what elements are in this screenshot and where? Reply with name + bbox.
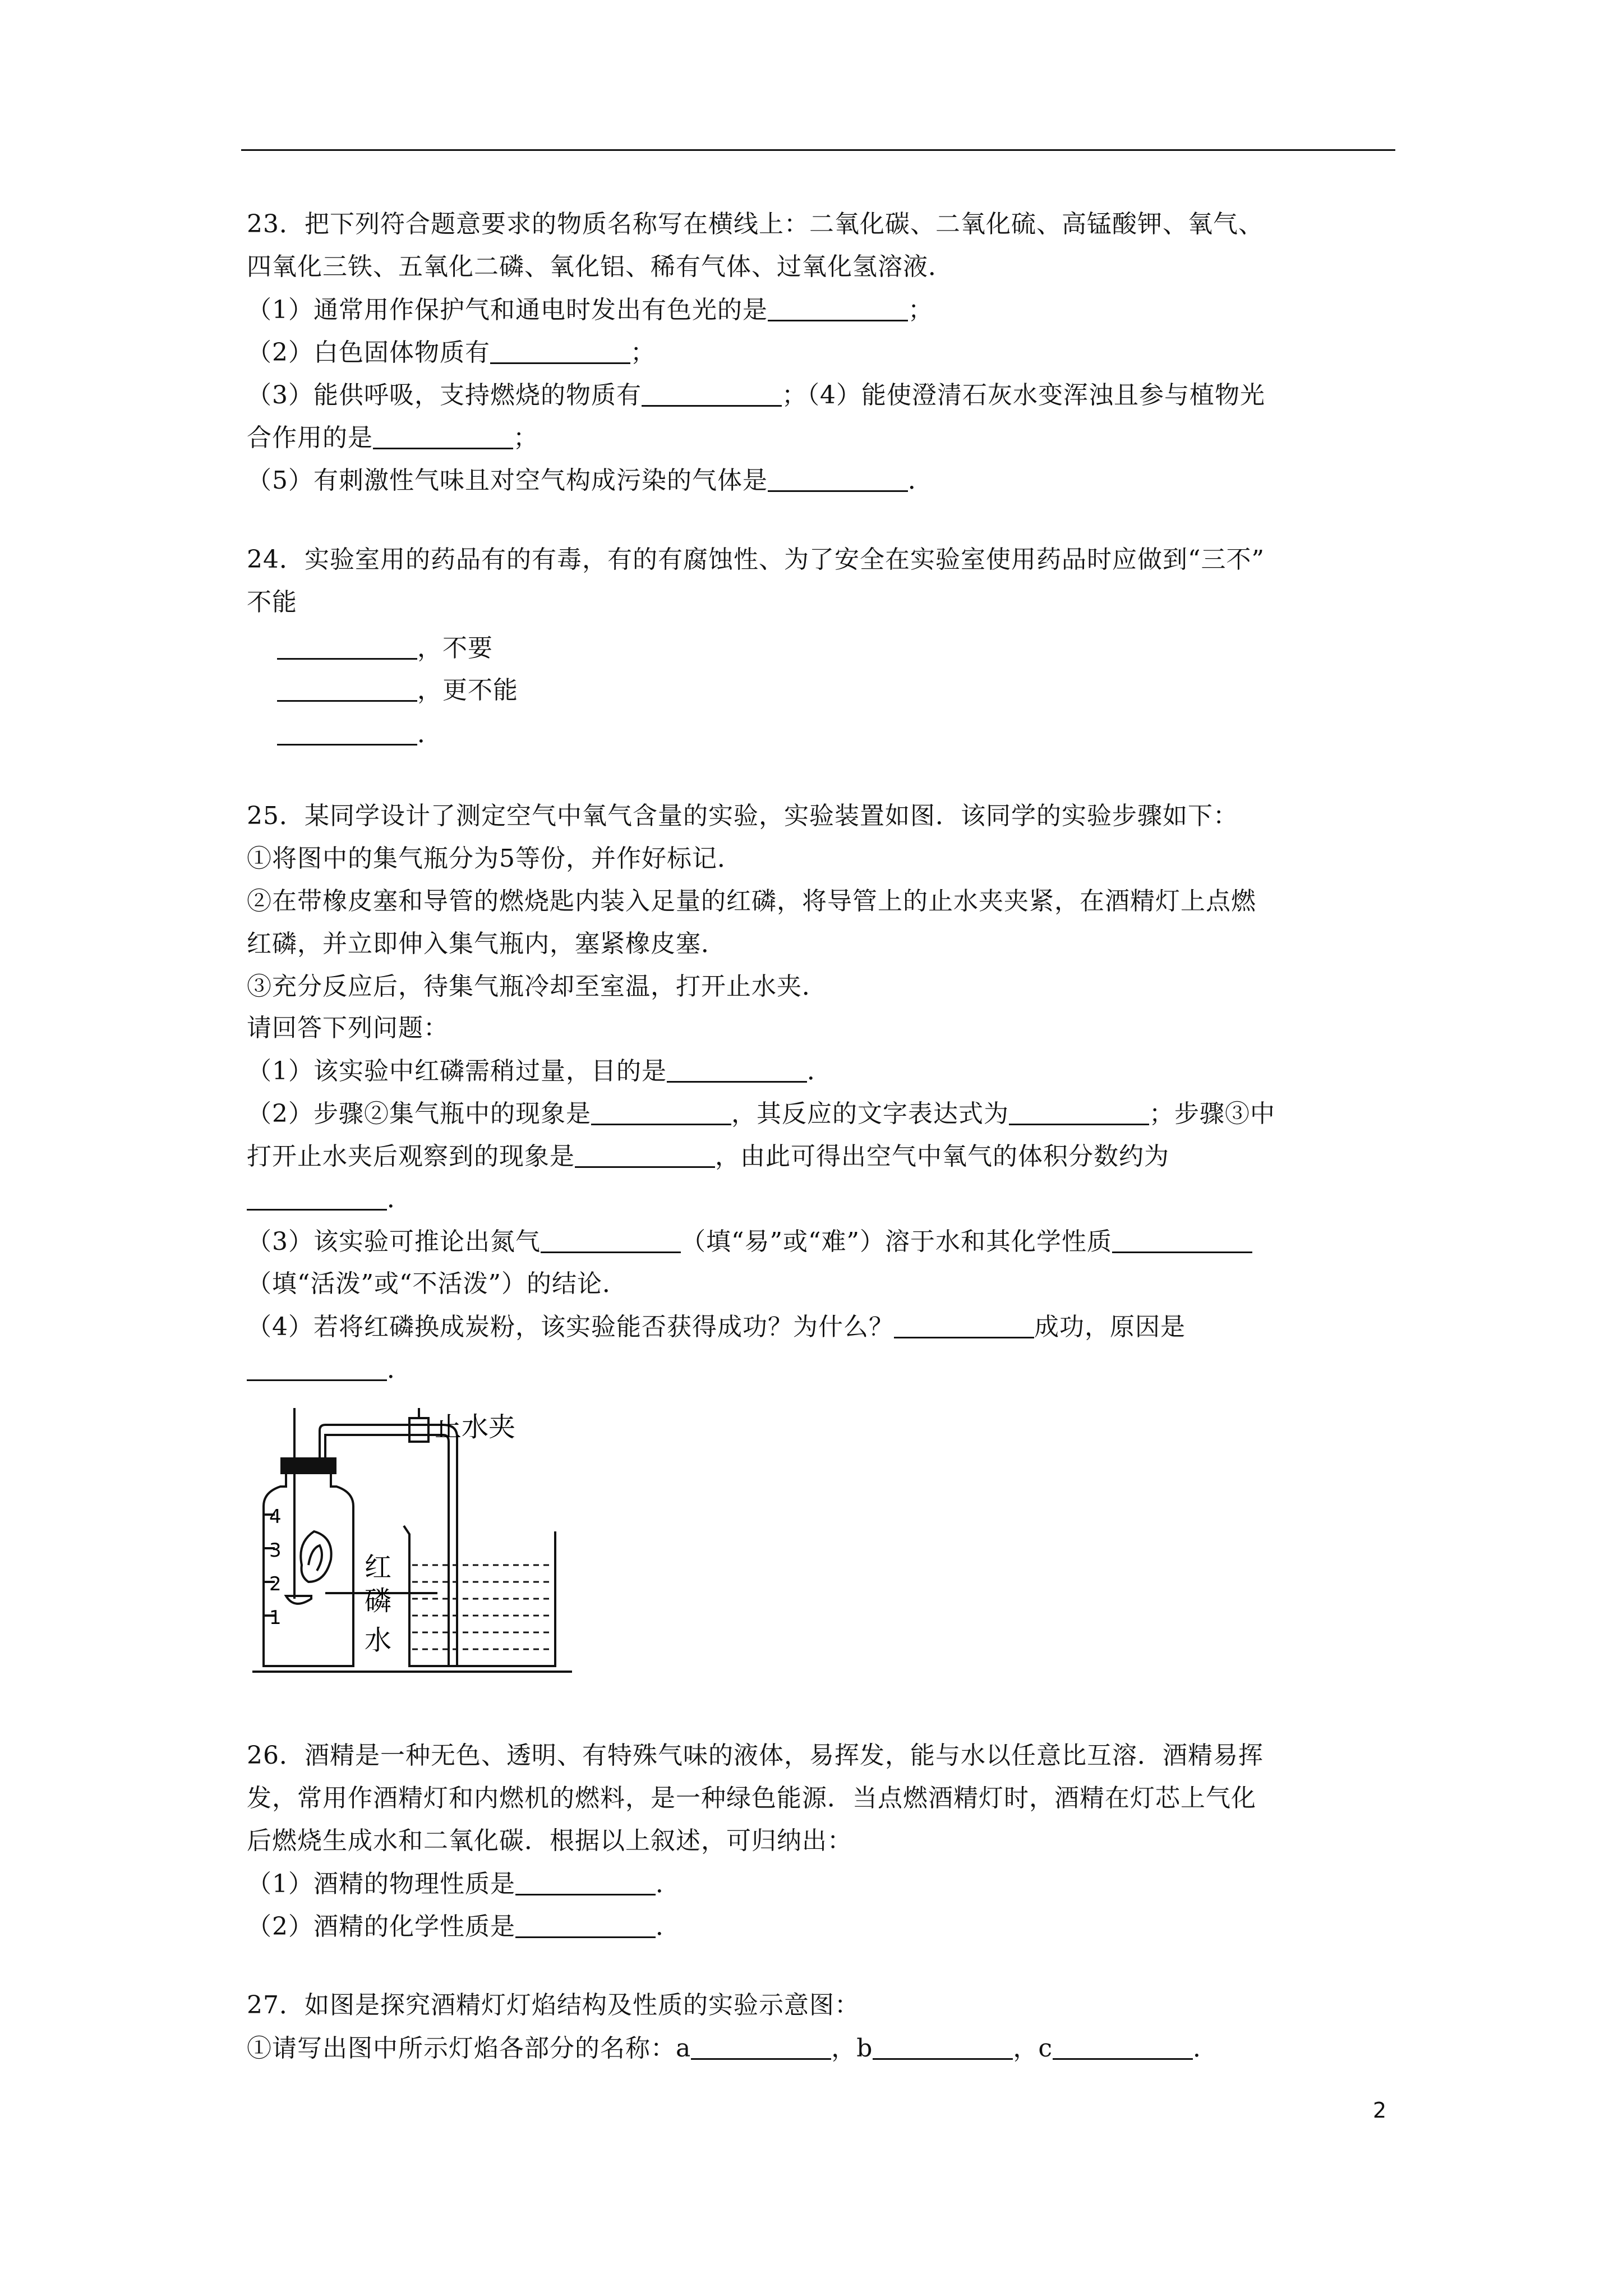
water-surface bbox=[412, 1565, 552, 1649]
q25-part-4a: （4）若将红磷换成炭粉，该实验能否获得成功？为什么？ 成功，原因是 bbox=[247, 1310, 1396, 1344]
answer-blank[interactable] bbox=[490, 335, 630, 364]
q25-step-2a: ②在带橡皮塞和导管的燃烧匙内装入足量的红磷，将导管上的止水夹夹紧，在酒精灯上点燃 bbox=[247, 887, 1256, 915]
q25-part-4b: ． bbox=[247, 1352, 1396, 1387]
header-rule bbox=[241, 149, 1395, 151]
answer-blank[interactable] bbox=[515, 1867, 656, 1895]
volume-mark-4: 4 bbox=[269, 1506, 282, 1528]
q25-part-2a: （2）步骤②集气瓶中的现象是 ，其反应的文字表达式为 ；步骤③中 bbox=[247, 1097, 1396, 1131]
q27-stem: 27．如图是探究酒精灯灯焰结构及性质的实验示意图： bbox=[247, 1991, 860, 2019]
answer-blank[interactable] bbox=[247, 1182, 387, 1211]
q25-ask: 请回答下列问题： bbox=[247, 1014, 449, 1042]
q24-line-1: ，不要 bbox=[277, 631, 1427, 665]
q25-step-3: ③充分反应后，待集气瓶冷却至室温，打开止水夹． bbox=[247, 972, 827, 1001]
answer-blank[interactable] bbox=[575, 1139, 715, 1168]
answer-blank[interactable] bbox=[873, 2031, 1013, 2060]
volume-mark-2: 2 bbox=[269, 1573, 282, 1595]
q25-part-3b: （填“活泼”或“不活泼”）的结论． bbox=[247, 1269, 628, 1298]
q27-part-1: ①请写出图中所示灯焰各部分的名称：a ，b ，c ． bbox=[247, 2031, 1396, 2065]
q24-line-3: ． bbox=[277, 717, 1427, 751]
volume-mark-1: 1 bbox=[269, 1607, 282, 1629]
phosphorus-label-1: 红 bbox=[365, 1552, 392, 1583]
answer-blank[interactable] bbox=[667, 1054, 807, 1083]
q26-stem-line-1: 26．酒精是一种无色、透明、有特殊气味的液体，易挥发，能与水以任意比互溶．酒精易挥 bbox=[247, 1741, 1264, 1770]
answer-blank[interactable] bbox=[591, 1097, 731, 1125]
q25-part-3a: （3）该实验可推论出氮气 （填“易”或“难”）溶于水和其化学性质 bbox=[247, 1225, 1396, 1259]
answer-blank[interactable] bbox=[768, 293, 908, 321]
q25-stem: 25．某同学设计了测定空气中氧气含量的实验，实验装置如图．该同学的实验步骤如下： bbox=[247, 802, 1238, 830]
q25-part-2c: ． bbox=[247, 1182, 1396, 1216]
answer-blank[interactable] bbox=[247, 1352, 387, 1381]
q26-stem-line-2: 发，常用作酒精灯和内燃机的燃料，是一种绿色能源．当点燃酒精灯时，酒精在灯芯上气化 bbox=[247, 1784, 1256, 1812]
q23-stem-line-1: 23．把下列符合题意要求的物质名称写在横线上：二氧化碳、二氧化硫、高锰酸钾、氧气、 bbox=[247, 210, 1264, 238]
answer-blank[interactable] bbox=[691, 2031, 831, 2060]
q25-step-1: ①将图中的集气瓶分为5等份，并作好标记． bbox=[247, 844, 743, 873]
q23-part-1: （1）通常用作保护气和通电时发出有色光的是 ； bbox=[247, 293, 1396, 327]
answer-blank[interactable] bbox=[1053, 2031, 1193, 2060]
volume-mark-3: 3 bbox=[269, 1539, 282, 1562]
clamp-label: 止水夹 bbox=[435, 1411, 516, 1443]
answer-blank[interactable] bbox=[1112, 1225, 1252, 1253]
q25-step-2b: 红磷，并立即伸入集气瓶内，塞紧橡皮塞． bbox=[247, 930, 726, 958]
answer-blank[interactable] bbox=[642, 378, 782, 407]
answer-blank[interactable] bbox=[277, 717, 417, 746]
q25-part-1: （1）该实验中红磷需稍过量，目的是 ． bbox=[247, 1054, 1396, 1088]
q23-stem-line-2: 四氧化三铁、五氧化二磷、氧化铝、稀有气体、过氧化氢溶液． bbox=[247, 252, 953, 281]
q23-part-4: 合作用的是 ； bbox=[247, 421, 1396, 455]
answer-blank[interactable] bbox=[373, 421, 513, 449]
answer-blank[interactable] bbox=[515, 1910, 656, 1938]
answer-blank[interactable] bbox=[768, 463, 908, 492]
oxygen-apparatus-figure bbox=[241, 1402, 578, 1694]
q24-line-2: ，更不能 bbox=[277, 673, 1427, 707]
q24-stem-line-2: 不能 bbox=[247, 588, 297, 616]
answer-blank[interactable] bbox=[1009, 1097, 1149, 1125]
q26-part-1: （1）酒精的物理性质是 ． bbox=[247, 1867, 1396, 1901]
q23-part-5: （5）有刺激性气味且对空气构成污染的气体是 ． bbox=[247, 463, 1396, 498]
q24-stem-line-1: 24．实验室用的药品有的有毒，有的有腐蚀性、为了安全在实验室使用药品时应做到“三不” bbox=[247, 545, 1265, 574]
answer-blank[interactable] bbox=[277, 631, 417, 660]
q23-part-2: （2）白色固体物质有 ； bbox=[247, 335, 1396, 370]
q26-part-2: （2）酒精的化学性质是 ． bbox=[247, 1910, 1396, 1944]
answer-blank[interactable] bbox=[541, 1225, 681, 1253]
answer-blank[interactable] bbox=[894, 1310, 1034, 1338]
water-label: 水 bbox=[365, 1625, 392, 1656]
q25-part-2b: 打开止水夹后观察到的现象是 ，由此可得出空气中氧气的体积分数约为 bbox=[247, 1139, 1396, 1174]
page-number: 2 bbox=[1373, 2098, 1387, 2123]
phosphorus-label-2: 磷 bbox=[365, 1585, 392, 1617]
answer-blank[interactable] bbox=[277, 673, 417, 702]
q26-stem-line-3: 后燃烧生成水和二氧化碳．根据以上叙述，可归纳出： bbox=[247, 1826, 852, 1855]
q23-part-3: （3）能供呼吸，支持燃烧的物质有 ；（4）能使澄清石灰水变浑浊且参与植物光 bbox=[247, 378, 1396, 412]
